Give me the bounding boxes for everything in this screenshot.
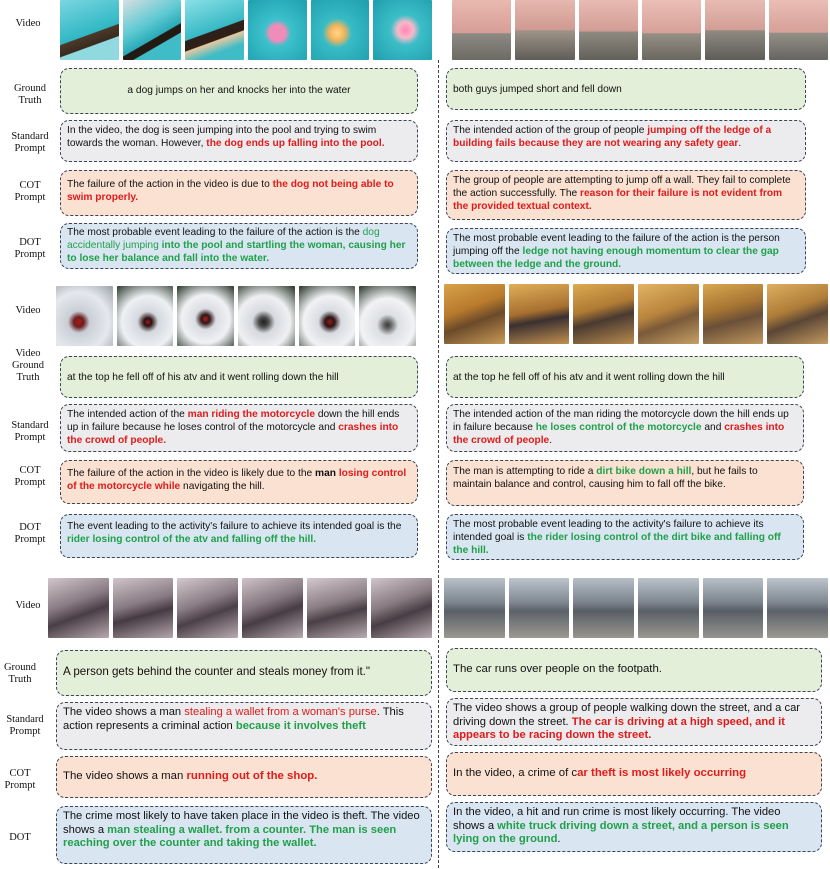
- video-frames-s3-left: [48, 578, 432, 638]
- cot-prompt-box: The failure of the action in the video is due to the dog not being able to swim properly.: [60, 170, 418, 216]
- ground-truth-box: A person gets behind the counter and steals money from it.": [56, 650, 432, 696]
- ground-truth-box: a dog jumps on her and knocks her into the water: [60, 68, 418, 114]
- cot-prompt-box: In the video, a crime of car theft is most likely occurring: [446, 752, 822, 796]
- row-label-video-ground-truth: Video Ground Truth: [11, 348, 45, 383]
- video-frames-s3-right: [444, 578, 828, 638]
- video-frames-s2-right: [444, 284, 828, 344]
- standard-prompt-box: The intended action of the group of people jumping off the ledge of a building fails because they are not wearing any safety gear.: [446, 120, 806, 162]
- video-frame: [515, 0, 574, 60]
- video-frame: [56, 286, 113, 346]
- video-frame: [248, 0, 307, 60]
- dot-prompt-box: The most probable event leading to the failure of the action is the person jumping off the ledge not having enough momentum to clear the gap between the ledge and the ground.: [446, 228, 806, 274]
- video-frame: [642, 0, 701, 60]
- row-label-cot-prompt: COT Prompt: [14, 180, 46, 203]
- video-frames-s1-right: [452, 0, 828, 60]
- row-label-standard-prompt: Standard Prompt: [6, 714, 44, 737]
- video-frame: [373, 0, 432, 60]
- standard-prompt-box: The video shows a group of people walking down the street, and a car driving down the street. The car is driving at a high speed, and it appears to be racing down the street.: [446, 698, 822, 746]
- dot-prompt-box: The crime most likely to have taken place in the video is theft. The video shows a man stealing a wallet. from a counter. The man is seen reaching over the counter and taking the wallet.: [56, 806, 432, 864]
- video-frame: [703, 578, 764, 638]
- cot-prompt-box: The man is attempting to ride a dirt bike down a hill, but he fails to maintain balance and control, causing him to fall off the bike.: [446, 460, 804, 506]
- video-frame: [705, 0, 764, 60]
- row-label-dot-prompt: DOT Prompt: [14, 522, 46, 545]
- video-frame: [767, 284, 828, 344]
- dot-prompt-box: In the video, a hit and run crime is most likely occurring. The video shows a white truck driving down a street, and a person is seen lying on the ground.: [446, 802, 822, 852]
- video-frame: [509, 578, 570, 638]
- row-label-dot-prompt: DOT Prompt: [14, 237, 46, 260]
- video-frame: [452, 0, 511, 60]
- dot-prompt-box: The most probable event leading to the failure of the action is the dog accidentally jumping into the pool and startling the woman, causing her to lose her balance and fall into the water.: [60, 223, 418, 269]
- ground-truth-box: The car runs over people on the footpath.: [446, 648, 822, 692]
- row-label-standard-prompt: Standard Prompt: [11, 131, 49, 154]
- cot-prompt-box: The failure of the action in the video is likely due to the man losing control of the motorcycle while navigating the hill.: [60, 460, 418, 504]
- video-frame: [573, 578, 634, 638]
- column-divider: [438, 60, 439, 868]
- cot-prompt-box: The video shows a man running out of the shop.: [56, 756, 432, 798]
- ground-truth-box: at the top he fell off of his atv and it went rolling down the hill: [446, 356, 804, 398]
- row-label-ground-truth: Ground Truth: [3, 662, 37, 685]
- video-frame: [703, 284, 764, 344]
- row-label-ground-truth: Ground Truth: [13, 83, 47, 106]
- standard-prompt-box: The intended action of the man riding the motorcycle down the hill ends up in failure because he loses control of the motorcycle and crashes into the crowd of people.: [60, 404, 418, 452]
- video-frame: [185, 0, 244, 60]
- video-frame: [238, 286, 295, 346]
- standard-prompt-box: In the video, the dog is seen jumping into the pool and trying to swim towards the woman. However, the dog ends up falling into the pool.: [60, 120, 418, 162]
- video-frames-s2-left: [56, 286, 416, 346]
- video-frame: [638, 578, 699, 638]
- video-frame: [311, 0, 370, 60]
- row-label-video: Video: [15, 18, 41, 29]
- ground-truth-box: at the top he fell off of his atv and it went rolling down the hill: [60, 356, 418, 398]
- video-frame: [123, 0, 182, 60]
- row-label-standard-prompt: Standard Prompt: [11, 420, 49, 443]
- video-frame: [117, 286, 174, 346]
- standard-prompt-box: The video shows a man stealing a wallet from a woman's purse. This action represents a criminal action because it involves theft: [56, 702, 432, 750]
- video-frame: [299, 286, 356, 346]
- row-label-cot-prompt: COT Prompt: [4, 768, 36, 791]
- video-frame: [359, 286, 416, 346]
- cot-prompt-box: The group of people are attempting to jump off a wall. They fail to complete the action successfully. The reason for their failure is not evident from the provided textual context.: [446, 170, 806, 220]
- video-frame: [113, 578, 174, 638]
- video-frame: [638, 284, 699, 344]
- video-frame: [307, 578, 368, 638]
- dot-prompt-box: The most probable event leading to the activity's failure to achieve its intended goal is the rider losing control of the dirt bike and falling off the hill.: [446, 514, 804, 560]
- video-frame: [444, 284, 505, 344]
- video-frame: [177, 578, 238, 638]
- row-label-dot: DOT: [9, 832, 31, 843]
- video-frame: [769, 0, 828, 60]
- video-frame: [573, 284, 634, 344]
- dot-prompt-box: The event leading to the activity's failure to achieve its intended goal is the rider losing control of the atv and falling off the hill.: [60, 514, 418, 558]
- video-frame: [48, 578, 109, 638]
- ground-truth-box: both guys jumped short and fell down: [446, 68, 806, 110]
- video-frame: [509, 284, 570, 344]
- video-frame: [60, 0, 119, 60]
- video-frame: [767, 578, 828, 638]
- video-frames-s1-left: [60, 0, 432, 60]
- video-frame: [177, 286, 234, 346]
- row-label-cot-prompt: COT Prompt: [14, 465, 46, 488]
- row-label-video: Video: [15, 600, 41, 611]
- video-frame: [371, 578, 432, 638]
- standard-prompt-box: The intended action of the man riding the motorcycle down the hill ends up in failure because he loses control of the motorcycle and crashes into the crowd of people.: [446, 404, 804, 452]
- row-label-video: Video: [15, 305, 41, 316]
- video-frame: [444, 578, 505, 638]
- video-frame: [579, 0, 638, 60]
- video-frame: [242, 578, 303, 638]
